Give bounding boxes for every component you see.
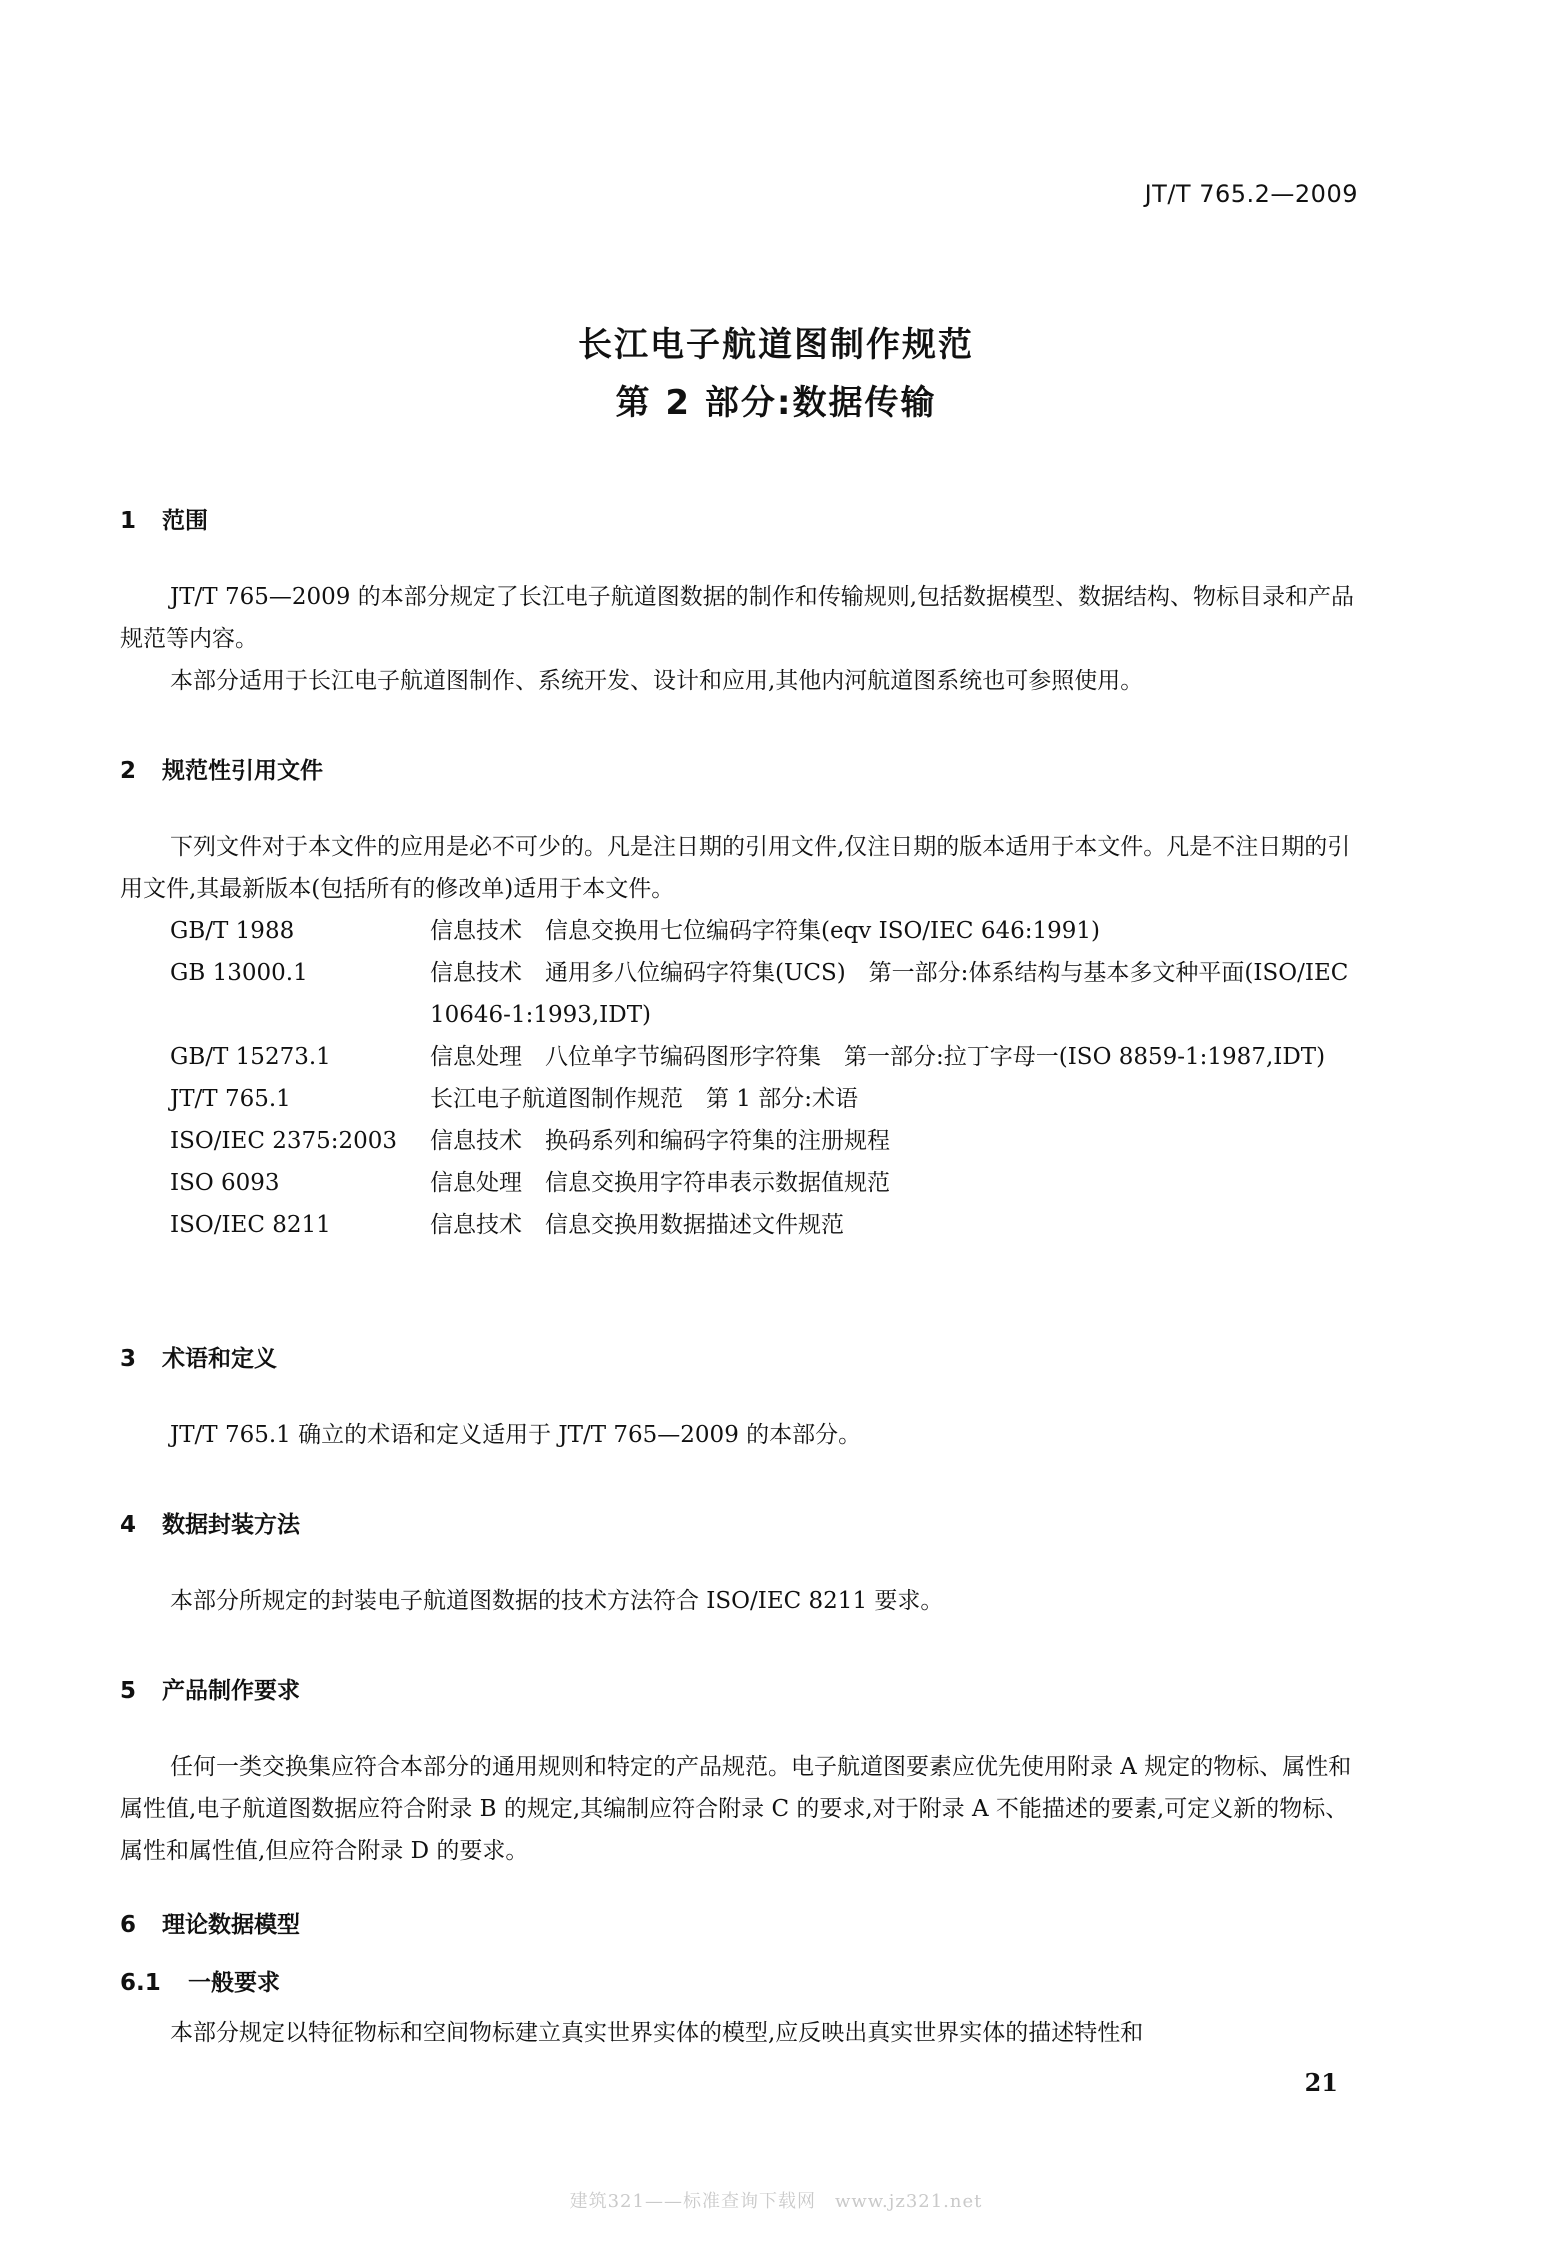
reference-item (170, 910, 1370, 952)
section-title: 规范性引用文件 (162, 758, 323, 784)
section-1-paragraph-2: 本部分适用于长江电子航道图制作、系统开发、设计和应用,其他内河航道图系统也可参照使用。 (170, 668, 1144, 694)
reference-item (170, 1120, 1370, 1162)
reference-title: 信息技术 通用多八位编码字符集(UCS) 第一部分:体系结构与基本多文种平面(ISO/IEC 10646-1:1993,IDT) (430, 960, 1349, 1028)
reference-title: 信息技术 换码系列和编码字符集的注册规程 (430, 1128, 890, 1154)
title-line-2: 第 2 部分:数据传输 (615, 383, 937, 423)
reference-item (170, 1036, 1370, 1078)
section-number: 2 (120, 758, 137, 784)
title-line-1: 长江电子航道图制作规范 (578, 325, 974, 365)
section-title: 范围 (162, 508, 208, 534)
section-6-1-paragraph-1: 本部分规定以特征物标和空间物标建立真实世界实体的模型,应反映出真实世界实体的描述特性和 (170, 2020, 1144, 2046)
watermark: 建筑321——标准查询下载网 www.jz321.net (569, 2191, 983, 2212)
reference-code: ISO/IEC 8211 (170, 1212, 331, 1238)
reference-code: GB/T 15273.1 (170, 1044, 331, 1070)
reference-title: 信息处理 八位单字节编码图形字符集 第一部分:拉丁字母一(ISO 8859-1:1987,IDT) (430, 1044, 1326, 1070)
section-6-heading (120, 1906, 300, 1939)
reference-title: 信息处理 信息交换用字符串表示数据值规范 (430, 1170, 890, 1196)
reference-code: ISO 6093 (170, 1170, 280, 1196)
section-number: 1 (120, 508, 137, 534)
section-1-heading (120, 502, 208, 535)
reference-title: 长江电子航道图制作规范 第 1 部分:术语 (430, 1086, 859, 1112)
page-number: 21 (1304, 2068, 1338, 2097)
section-3-paragraph-1: JT/T 765.1 确立的术语和定义适用于 JT/T 765—2009 的本部分。 (170, 1422, 862, 1448)
section-number: 5 (120, 1678, 137, 1704)
reference-code: GB/T 1988 (170, 918, 295, 944)
reference-title: 信息技术 信息交换用七位编码字符集(eqv ISO/IEC 646:1991) (430, 918, 1100, 944)
section-2-paragraph-1: 下列文件对于本文件的应用是必不可少的。凡是注日期的引用文件,仅注日期的版本适用于本文件。凡是不注日期的引用文件,其最新版本(包括所有的修改单)适用于本文件。 (120, 834, 1351, 902)
reference-title: 信息技术 信息交换用数据描述文件规范 (430, 1212, 844, 1238)
reference-code: ISO/IEC 2375:2003 (170, 1128, 398, 1154)
subsection-6-1-heading (120, 1964, 280, 1997)
section-3-heading (120, 1340, 277, 1373)
reference-item (170, 1162, 1370, 1204)
section-title: 理论数据模型 (162, 1912, 300, 1938)
section-number: 3 (120, 1346, 137, 1372)
document-title (0, 316, 1552, 432)
section-title: 数据封装方法 (162, 1512, 300, 1538)
reference-code: GB 13000.1 (170, 960, 308, 986)
section-4-paragraph-1: 本部分所规定的封装电子航道图数据的技术方法符合 ISO/IEC 8211 要求。 (170, 1588, 944, 1614)
section-1-paragraph-1: JT/T 765—2009 的本部分规定了长江电子航道图数据的制作和传输规则,包括数据模型、数据结构、物标目录和产品规范等内容。 (120, 584, 1355, 652)
reference-code: JT/T 765.1 (170, 1086, 291, 1112)
section-4-heading (120, 1506, 300, 1539)
section-number: 4 (120, 1512, 137, 1538)
reference-item (170, 1204, 1370, 1246)
subsection-number: 6.1 (120, 1970, 161, 1996)
section-2-heading (120, 752, 323, 785)
normative-references-list (170, 910, 1370, 1246)
section-number: 6 (120, 1912, 137, 1938)
section-title: 术语和定义 (162, 1346, 277, 1372)
section-title: 产品制作要求 (162, 1678, 300, 1704)
section-5-heading (120, 1672, 300, 1705)
subsection-title: 一般要求 (188, 1970, 280, 1996)
reference-item (170, 952, 1370, 1036)
reference-item (170, 1078, 1370, 1120)
standard-code: JT/T 765.2—2009 (1144, 180, 1358, 208)
section-5-paragraph-1: 任何一类交换集应符合本部分的通用规则和特定的产品规范。电子航道图要素应优先使用附录 A 规定的物标、属性和属性值,电子航道图数据应符合附录 B 的规定,其编制应符合附录 C 的要求,对于附录 A 不能描述的要素,可定义新的物标、属性和属性值,但应符合附录 D 的要求。 (120, 1754, 1352, 1864)
